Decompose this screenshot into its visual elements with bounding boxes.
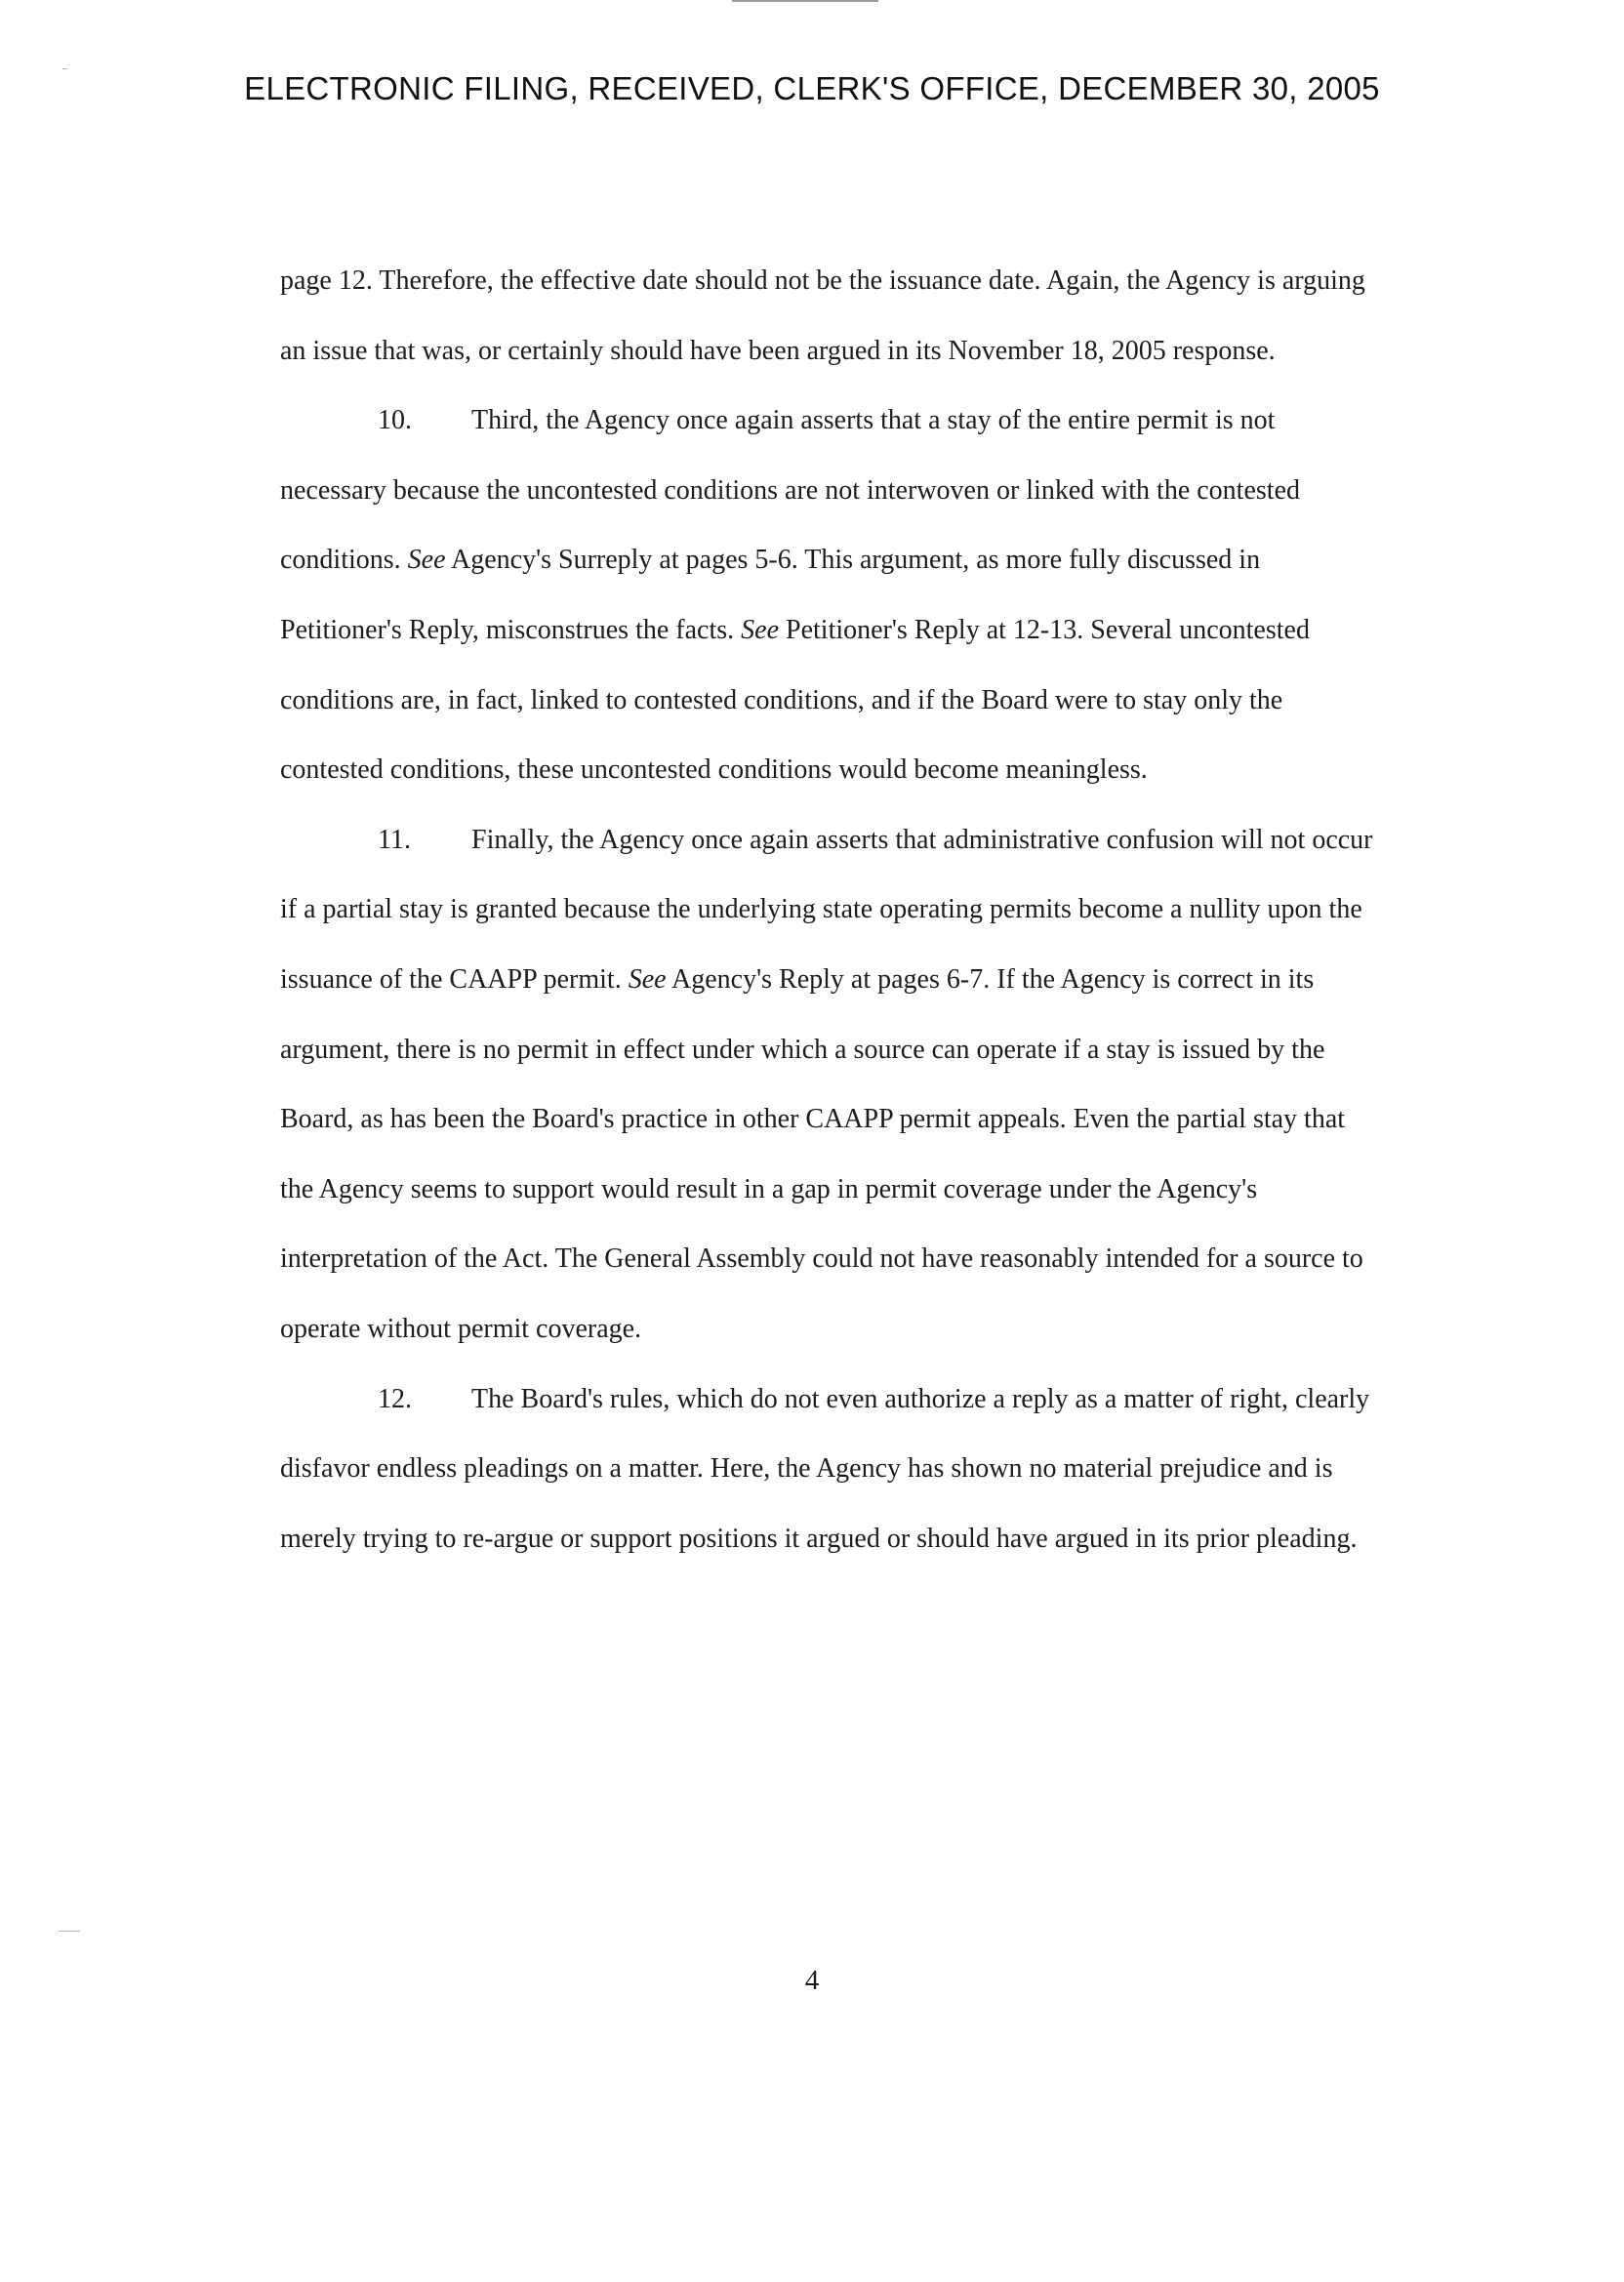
scan-artifact-left-bottom (59, 1931, 80, 1932)
scan-artifact-top (732, 0, 878, 2)
paragraph-number: 12. (378, 1383, 412, 1414)
page-number: 4 (804, 1965, 820, 1996)
paragraph-continuation: page 12. Therefore, the effective date should not be the issuance date. Again, the Agency is arguing an issue that was, or certainly should have been argued in its November 18, 2005 response. (280, 265, 1365, 366)
document-body (280, 246, 1378, 1573)
paragraph-11: 11. Finally, the Agency once again asserts that administrative confusion will not occur if a partial stay is granted because the underlying state operating permits become a nullity upon the issuance of the CAAPP permit. See Agency's Reply at pages 6-7. If the Agency is correct in its argument, there is no permit in effect under which a source can operate if a stay is issued by the Board, as has been the Board's practice in other CAAPP permit appeals. Even the partial stay that the Agency seems to support would result in a gap in permit coverage under the Agency's interpretation of the Act. The General Assembly could not have reasonably intended for a source to operate without permit coverage. (280, 805, 1378, 1365)
paragraph-12: 12. The Board's rules, which do not even authorize a reply as a matter of right, clearly disfavor endless pleadings on a matter. Here, the Agency has shown no material prejudice and is merely trying to re-argue or support positions it argued or should have argued in its prior pleading. (280, 1365, 1378, 1574)
paragraph-number: 10. (378, 405, 412, 436)
paragraph-10: 10. Third, the Agency once again asserts that a stay of the entire permit is not necessary because the uncontested conditions are not interwoven or linked with the contested conditions. See Agency's Surreply at pages 5-6. This argument, as more fully discussed in Petitioner's Reply, misconstrues the facts. See Petitioner's Reply at 12-13. Several uncontested conditions are, in fact, linked to contested conditions, and if the Board were to stay only the contested conditions, these uncontested conditions would become meaningless. (280, 386, 1378, 805)
paragraph-number: 11. (378, 824, 411, 855)
scan-artifact-left-top (62, 68, 67, 69)
filing-header: ELECTRONIC FILING, RECEIVED, CLERK'S OFFICE, DECEMBER 30, 2005 (244, 70, 1380, 106)
